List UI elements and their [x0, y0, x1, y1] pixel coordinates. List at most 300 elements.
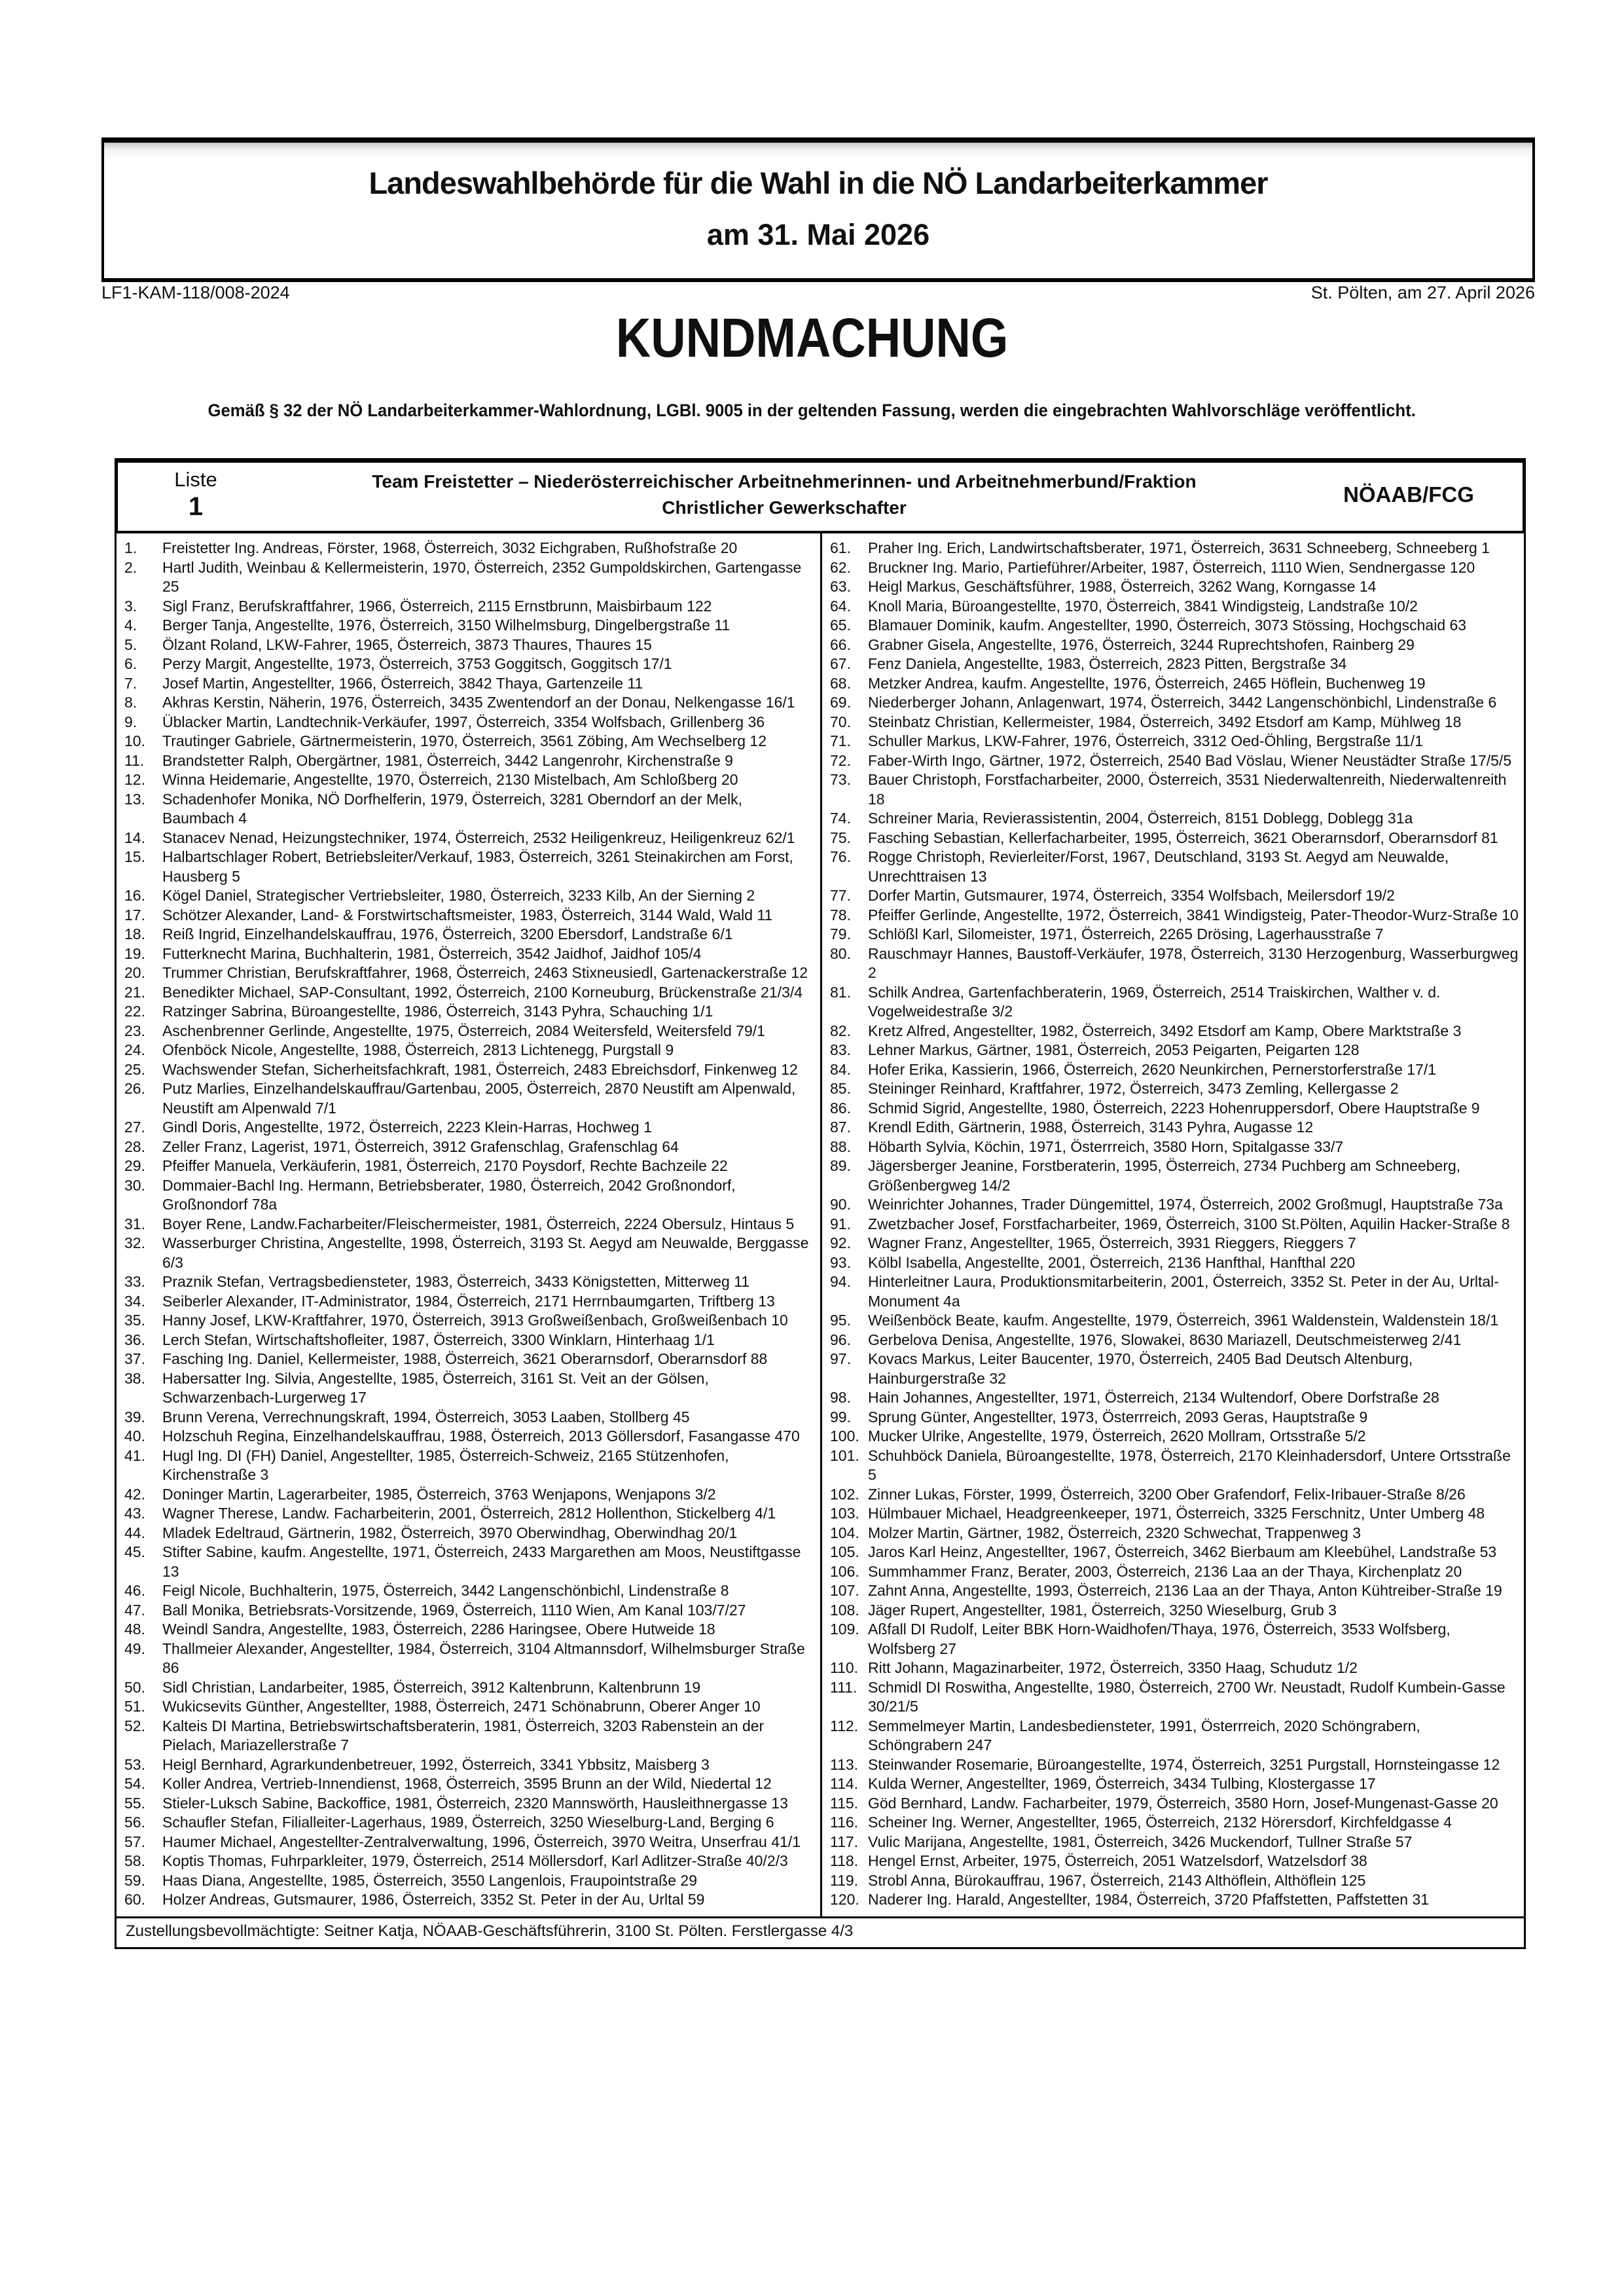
candidate-entry: [830, 1446, 1519, 1485]
candidate-number: 92.: [830, 1234, 851, 1251]
candidate-entry: [124, 1272, 815, 1292]
candidate-list-left: [124, 539, 815, 1910]
candidate-entry: [830, 906, 1519, 925]
candidate-text: Hülmbauer Michael, Headgreenkeeper, 1971, Österreich, 3325 Ferschnitz, Unter Umberg 48: [868, 1505, 1485, 1522]
candidate-number: 81.: [830, 983, 851, 1001]
candidate-text: Knoll Maria, Büroangestellte, 1970, Österreich, 3841 Windigsteig, Landstraße 10/2: [868, 597, 1418, 615]
candidate-entry: [124, 1002, 815, 1022]
candidate-text: Hartl Judith, Weinbau & Kellermeisterin, 1970, Österreich, 2352 Gumpoldskirchen, Gartengasse 25: [162, 558, 802, 595]
candidate-number: 6.: [124, 655, 137, 672]
candidate-number: 93.: [830, 1253, 851, 1271]
candidate-text: Praznik Stefan, Vertragsbediensteter, 1983, Österreich, 3433 Königstetten, Mitterweg 11: [162, 1273, 750, 1290]
candidate-text: Sigl Franz, Berufskraftfahrer, 1966, Österreich, 2115 Ernstbrunn, Maisbirbaum 122: [162, 597, 712, 615]
candidate-entry: [124, 1755, 815, 1775]
candidate-entry: [830, 1755, 1519, 1775]
candidate-entry: [830, 1659, 1519, 1678]
candidate-text: Weindl Sandra, Angestellte, 1983, Österreich, 2286 Haringsee, Obere Hutweide 18: [162, 1621, 715, 1638]
candidate-entry: [124, 1118, 815, 1138]
candidate-number: 29.: [124, 1157, 145, 1174]
candidate-text: Ball Monika, Betriebsrats-Vorsitzende, 1969, Österreich, 1110 Wien, Am Kanal 103/7/27: [162, 1601, 746, 1619]
candidate-entry: [830, 1272, 1519, 1311]
list-abbreviation: NÖAAB/FCG: [1343, 482, 1474, 507]
team-name: [258, 469, 1310, 521]
candidate-entry: [124, 1581, 815, 1601]
candidate-number: 102.: [830, 1485, 859, 1503]
candidate-entry: [830, 693, 1519, 713]
candidate-text: Jaros Karl Heinz, Angestellter, 1967, Österreich, 3462 Bierbaum am Kleebühel, Landstraße 53: [868, 1543, 1497, 1560]
candidate-entry: [830, 577, 1519, 597]
candidate-entry: [830, 1099, 1519, 1119]
candidate-number: 108.: [830, 1601, 859, 1619]
candidate-text: Kalteis DI Martina, Betriebswirtschaftsberaterin, 1981, Österreich, 3203 Rabenstein an der Pielach, Mariazellerstraße 7: [162, 1717, 765, 1753]
candidate-entry: [124, 1176, 815, 1215]
candidate-entry: [124, 1041, 815, 1060]
legal-paragraph: Gemäß § 32 der NÖ Landarbeiterkammer-Wahlordnung, LGBl. 9005 in der geltenden Fassung, werden die eingebrachten Wahlvorschläge veröffentlicht.: [208, 401, 1416, 420]
candidate-text: Gindl Doris, Angestellte, 1972, Österreich, 2223 Klein-Harras, Hochweg 1: [162, 1119, 652, 1136]
candidate-text: Summhammer Franz, Berater, 2003, Österreich, 2136 Laa an der Thaya, Kirchenplatz 20: [868, 1562, 1462, 1580]
candidate-number: 63.: [830, 578, 851, 595]
candidate-text: Lerch Stefan, Wirtschaftshofleiter, 1987, Österreich, 3300 Winklarn, Hinterhaag 1/1: [162, 1331, 715, 1348]
candidate-text: Haumer Michael, Angestellter-Zentralverwaltung, 1996, Österreich, 3970 Weitra, Unserfrau 41/1: [162, 1833, 801, 1850]
candidate-entry: [830, 1485, 1519, 1505]
candidate-entry: [830, 1601, 1519, 1621]
candidate-number: 51.: [124, 1698, 145, 1715]
candidate-text: Jägersberger Jeanine, Forstberaterin, 1995, Österreich, 2734 Puchberg am Schneeberg, Größenbergweg 14/2: [868, 1157, 1461, 1194]
candidate-number: 110.: [830, 1659, 859, 1676]
candidate-text: Zeller Franz, Lagerist, 1971, Österreich, 3912 Grafenschlag, Grafenschlag 64: [162, 1138, 679, 1155]
candidate-number: 34.: [124, 1292, 145, 1310]
candidate-entry: [830, 1813, 1519, 1833]
candidate-number: 119.: [830, 1871, 859, 1889]
candidate-number: 23.: [124, 1022, 145, 1039]
candidate-text: Kölbl Isabella, Angestellte, 2001, Österreich, 2136 Hanfthal, Hanfthal 220: [868, 1253, 1356, 1271]
candidate-number: 48.: [124, 1621, 145, 1638]
candidate-number: 36.: [124, 1331, 145, 1348]
candidate-entry: [124, 1408, 815, 1427]
candidate-text: Naderer Ing. Harald, Angestellter, 1984, Österreich, 3720 Pfaffstetten, Paffstetten 31: [868, 1891, 1430, 1908]
candidate-number: 44.: [124, 1524, 145, 1541]
candidate-text: Scheiner Ing. Werner, Angestellter, 1965, Österreich, 2132 Hörersdorf, Kirchfeldgasse 4: [868, 1814, 1452, 1831]
candidate-text: Hinterleitner Laura, Produktionsmitarbeiterin, 2001, Österreich, 3352 St. Peter in der Au, Urltal-Monument 4a: [868, 1273, 1499, 1310]
candidate-text: Strobl Anna, Bürokauffrau, 1967, Österreich, 2143 Althöflein, Althöflein 125: [868, 1871, 1366, 1889]
candidate-text: Schadenhofer Monika, NÖ Dorfhelferin, 1979, Österreich, 3281 Oberndorf an der Melk, Baumbach 4: [162, 790, 742, 827]
candidate-number: 91.: [830, 1215, 851, 1232]
candidate-text: Kretz Alfred, Angestellter, 1982, Österreich, 3492 Etsdorf am Kamp, Obere Marktstraße 3: [868, 1022, 1462, 1039]
candidate-number: 96.: [830, 1331, 851, 1348]
candidate-entry: [830, 809, 1519, 829]
candidate-number: 31.: [124, 1215, 145, 1232]
list-header: [115, 458, 1526, 535]
candidate-number: 53.: [124, 1755, 145, 1773]
candidate-entry: [830, 1871, 1519, 1891]
candidate-number: 65.: [830, 617, 851, 634]
candidate-number: 11.: [124, 751, 145, 769]
candidate-entry: [124, 1524, 815, 1543]
candidate-text: Rogge Christoph, Revierleiter/Forst, 1967, Deutschland, 3193 St. Aegyd am Neuwalde, Unrechttraisen 13: [868, 848, 1449, 885]
candidate-text: Heigl Markus, Geschäftsführer, 1988, Österreich, 3262 Wang, Korngasse 14: [868, 578, 1377, 595]
candidate-number: 14.: [124, 829, 145, 846]
candidate-entry: [830, 925, 1519, 944]
candidate-number: 46.: [124, 1582, 145, 1599]
candidate-text: Fasching Sebastian, Kellerfacharbeiter, 1995, Österreich, 3621 Oberarnsdorf, Oberarnsdorf 81: [868, 829, 1498, 846]
candidate-entry: [830, 1234, 1519, 1253]
candidate-text: Winna Heidemarie, Angestellte, 1970, Österreich, 2130 Mistelbach, Am Schloßberg 20: [162, 771, 738, 788]
candidate-text: Aschenbrenner Gerlinde, Angestellte, 1975, Österreich, 2084 Weitersfeld, Weitersfeld 79/1: [162, 1022, 765, 1039]
candidate-number: 13.: [124, 790, 145, 808]
candidate-entry: [830, 713, 1519, 732]
candidate-entry: [124, 1234, 815, 1272]
candidate-text: Semmelmeyer Martin, Landesbediensteter, 1991, Österrreich, 2020 Schöngrabern, Schöngrabern 247: [868, 1717, 1420, 1753]
candidate-entry: [830, 1331, 1519, 1350]
candidate-text: Schaufler Stefan, Filialleiter-Lagerhaus, 1989, Österreich, 3250 Wieselburg-Land, Berging 6: [162, 1814, 774, 1831]
candidate-number: 5.: [124, 636, 137, 653]
candidate-number: 68.: [830, 674, 851, 692]
candidate-number: 79.: [830, 925, 851, 942]
candidate-text: Vulic Marijana, Angestellte, 1981, Österreich, 3426 Muckendorf, Tullner Straße 57: [868, 1833, 1413, 1850]
candidate-text: Gerbelova Denisa, Angestellte, 1976, Slowakei, 8630 Mariazell, Deutschmeisterweg 2/41: [868, 1331, 1462, 1348]
candidate-text: Krendl Edith, Gärtnerin, 1988, Österreich, 3143 Pyhra, Augasse 12: [868, 1119, 1314, 1136]
candidate-entry: [830, 1350, 1519, 1388]
candidate-entry: [830, 1620, 1519, 1659]
candidate-number: 57.: [124, 1833, 145, 1850]
candidate-text: Holzschuh Regina, Einzelhandelskauffrau, 1988, Österreich, 2013 Göllersdorf, Fasangasse 470: [162, 1427, 800, 1444]
candidate-entry: [830, 886, 1519, 906]
candidate-number: 8.: [124, 694, 137, 711]
liste-cell: [134, 468, 258, 522]
candidate-number: 21.: [124, 983, 145, 1001]
candidate-entry: [124, 1350, 815, 1369]
candidate-entry: [124, 539, 815, 558]
candidate-entry: [124, 1446, 815, 1485]
candidate-text: Pfeiffer Manuela, Verkäuferin, 1981, Österreich, 2170 Poysdorf, Rechte Bachzeile 22: [162, 1157, 728, 1174]
candidate-text: Fasching Ing. Daniel, Kellermeister, 1988, Österreich, 3621 Oberarnsdorf, Oberarnsdorf 88: [162, 1350, 768, 1367]
candidate-number: 89.: [830, 1157, 851, 1174]
candidate-text: Trummer Christian, Berufskraftfahrer, 1968, Österreich, 2463 Stixneusiedl, Gartenackerstraße 12: [162, 964, 808, 981]
candidate-text: Wachswender Stefan, Sicherheitsfachkraft, 1981, Österreich, 2483 Ebreichsdorf, Finkenweg 12: [162, 1060, 798, 1078]
candidate-entry: [124, 732, 815, 751]
candidate-entry: [830, 1253, 1519, 1273]
candidate-number: 99.: [830, 1408, 851, 1426]
candidate-entry: [124, 597, 815, 617]
candidate-number: 80.: [830, 944, 851, 962]
candidate-entry: [830, 1079, 1519, 1099]
candidate-entry: [830, 1157, 1519, 1195]
candidate-number: 17.: [124, 906, 145, 924]
candidate-number: 54.: [124, 1775, 145, 1792]
candidate-entry: [830, 597, 1519, 617]
candidate-text: Weißenböck Beate, kaufm. Angestellte, 1979, Österreich, 3961 Waldenstein, Waldenstein 18/1: [868, 1312, 1499, 1329]
candidate-text: Kovacs Markus, Leiter Baucenter, 1970, Österreich, 2405 Bad Deutsch Altenburg, Hainburgerstraße 32: [868, 1350, 1413, 1387]
candidate-entry: [830, 1890, 1519, 1910]
candidate-number: 2.: [124, 558, 137, 576]
candidate-text: Schmid Sigrid, Angestellte, 1980, Österreich, 2223 Hohenruppersdorf, Obere Hauptstraße 9: [868, 1099, 1480, 1117]
candidate-number: 45.: [124, 1543, 145, 1560]
candidate-entry: [124, 751, 815, 771]
candidate-text: Koller Andrea, Vertrieb-Innendienst, 1968, Österreich, 3595 Brunn an der Wild, Niedertal 12: [162, 1775, 772, 1792]
candidate-text: Stanacev Nenad, Heizungstechniker, 1974, Österreich, 2532 Heiligenkreuz, Heiligenkreuz 62/1: [162, 829, 795, 846]
candidate-number: 20.: [124, 964, 145, 981]
candidate-entry: [124, 1369, 815, 1408]
candidate-text: Brandstetter Ralph, Obergärtner, 1981, Österreich, 3442 Langenrohr, Kirchenstraße 9: [162, 751, 733, 769]
candidate-text: Pfeiffer Gerlinde, Angestellte, 1972, Österreich, 3841 Windigsteig, Pater-Theodor-Wurz-Straße 10: [868, 906, 1519, 924]
candidate-entry: [830, 1852, 1519, 1871]
candidate-entry: [124, 1640, 815, 1678]
candidate-number: 97.: [830, 1350, 851, 1367]
candidate-number: 38.: [124, 1369, 145, 1387]
candidate-text: Reiß Ingrid, Einzelhandelskauffrau, 1976, Österreich, 3200 Ebersdorf, Landstraße 6/1: [162, 925, 733, 942]
team-name-line1: Team Freistetter – Niederösterreichischer Arbeitnehmerinnen- und Arbeitnehmerbund/Fraktion: [372, 471, 1197, 492]
candidate-number: 1.: [124, 539, 137, 556]
candidate-entry: [124, 886, 815, 906]
candidate-text: Wagner Therese, Landw. Facharbeiterin, 2001, Österreich, 2812 Hollenthon, Stickelberg 4/1: [162, 1505, 776, 1522]
candidate-number: 112.: [830, 1717, 859, 1734]
candidate-text: Niederberger Johann, Anlagenwart, 1974, Österreich, 3442 Langenschönbichl, Lindenstraße 6: [868, 694, 1497, 711]
candidate-number: 107.: [830, 1582, 859, 1599]
candidate-entry: [124, 1871, 815, 1891]
candidate-number: 78.: [830, 906, 851, 924]
candidate-text: Blamauer Dominik, kaufm. Angestellter, 1990, Österreich, 3073 Stössing, Hochgschaid 63: [868, 617, 1467, 634]
document-title-date: am 31. Mai 2026: [706, 218, 930, 251]
candidate-number: 61.: [830, 539, 851, 556]
candidate-entry: [830, 655, 1519, 674]
candidate-entry: [830, 848, 1519, 886]
candidate-entry: [830, 1215, 1519, 1234]
liste-number: 1: [188, 492, 204, 521]
candidate-entry: [124, 1833, 815, 1852]
candidate-number: 101.: [830, 1446, 859, 1464]
candidate-text: Praher Ing. Erich, Landwirtschaftsberater, 1971, Österreich, 3631 Schneeberg, Schneeberg 1: [868, 539, 1490, 556]
candidate-entry: [124, 983, 815, 1003]
candidate-text: Boyer Rene, Landw.Facharbeiter/Fleischermeister, 1981, Österreich, 2224 Obersulz, Hintaus 5: [162, 1215, 795, 1232]
candidate-number: 9.: [124, 713, 137, 730]
candidate-entry: [124, 616, 815, 636]
candidate-text: Habersatter Ing. Silvia, Angestellte, 1985, Österreich, 3161 St. Veit an der Gölsen, Schwarzenbach-Lurgerweg 17: [162, 1369, 709, 1406]
candidates-columns: [117, 533, 1524, 1916]
candidate-text: Mucker Ulrike, Angestellte, 1979, Österreich, 2620 Mollram, Ortsstraße 5/2: [868, 1427, 1366, 1444]
candidate-number: 83.: [830, 1041, 851, 1058]
candidate-number: 116.: [830, 1814, 859, 1831]
candidate-text: Sprung Günter, Angestellter, 1973, Österrreich, 2093 Geras, Hauptstraße 9: [868, 1408, 1368, 1426]
candidate-text: Steininger Reinhard, Kraftfahrer, 1972, Österreich, 3473 Zemling, Kellergasse 2: [868, 1080, 1399, 1097]
candidate-number: 86.: [830, 1099, 851, 1117]
reference-number: LF1-KAM-118/008-2024: [101, 283, 290, 302]
candidate-number: 77.: [830, 887, 851, 904]
candidate-text: Ritt Johann, Magazinarbeiter, 1972, Österreich, 3350 Haag, Schudutz 1/2: [868, 1659, 1358, 1676]
candidate-entry: [124, 1774, 815, 1794]
candidate-number: 85.: [830, 1080, 851, 1097]
candidate-entry: [124, 655, 815, 674]
candidate-entry: [830, 1311, 1519, 1331]
candidate-number: 52.: [124, 1717, 145, 1734]
candidate-text: Aßfall DI Rudolf, Leiter BBK Horn-Waidhofen/Thaya, 1976, Österreich, 3533 Wolfsberg, Wolfsberg 27: [868, 1621, 1451, 1657]
candidate-number: 58.: [124, 1852, 145, 1869]
reference-row: [101, 283, 1535, 303]
candidate-text: Wukicsevits Günther, Angestellter, 1988, Österreich, 2471 Schönabrunn, Oberer Anger 10: [162, 1698, 761, 1715]
candidate-entry: [124, 1427, 815, 1446]
candidate-text: Faber-Wirth Ingo, Gärtner, 1972, Österreich, 2540 Bad Vöslau, Wiener Neustädter Straße 17/5/5: [868, 751, 1512, 769]
candidate-text: Steinwander Rosemarie, Büroangestellte, 1974, Österreich, 3251 Purgstall, Hornsteingasse 12: [868, 1755, 1500, 1773]
candidate-number: 106.: [830, 1562, 859, 1580]
candidate-text: Stifter Sabine, kaufm. Angestellte, 1971, Österreich, 2433 Margarethen am Moos, Neustiftgasse 13: [162, 1543, 801, 1580]
candidate-text: Kulda Werner, Angestellter, 1969, Österreich, 3434 Tulbing, Klostergasse 17: [868, 1775, 1376, 1792]
candidate-text: Mladek Edeltraud, Gärtnerin, 1982, Österreich, 3970 Oberwindhag, Oberwindhag 20/1: [162, 1524, 738, 1541]
candidate-entry: [830, 1524, 1519, 1543]
candidate-text: Holzer Andreas, Gutsmaurer, 1986, Österreich, 3352 St. Peter in der Au, Urltal 59: [162, 1891, 705, 1908]
candidate-entry: [124, 1079, 815, 1118]
candidate-number: 100.: [830, 1427, 859, 1444]
candidate-entry: [830, 1195, 1519, 1215]
candidate-number: 18.: [124, 925, 145, 942]
candidate-entry: [124, 1157, 815, 1176]
candidate-entry: [124, 1215, 815, 1234]
candidate-number: 82.: [830, 1022, 851, 1039]
candidate-entry: [124, 1060, 815, 1080]
candidates-column-right: [820, 533, 1524, 1916]
candidate-entry: [124, 636, 815, 655]
candidate-number: 75.: [830, 829, 851, 846]
candidate-entry: [830, 751, 1519, 771]
candidate-number: 120.: [830, 1891, 859, 1908]
candidate-entry: [830, 1833, 1519, 1852]
proclamation-heading: KUNDMACHUNG: [615, 307, 1009, 368]
candidate-entry: [830, 616, 1519, 636]
candidate-number: 87.: [830, 1119, 851, 1136]
candidate-number: 118.: [830, 1852, 859, 1869]
candidate-text: Dommaier-Bachl Ing. Hermann, Betriebsberater, 1980, Österreich, 2042 Großnondorf, Großnondorf 78a: [162, 1176, 736, 1213]
candidate-entry: [830, 732, 1519, 751]
candidate-entry: [830, 636, 1519, 655]
candidate-entry: [124, 1543, 815, 1581]
candidate-number: 66.: [830, 636, 851, 653]
candidate-number: 12.: [124, 771, 145, 788]
candidate-number: 3.: [124, 597, 137, 615]
candidate-entry: [830, 1022, 1519, 1041]
candidate-entry: [124, 693, 815, 713]
candidate-text: Wagner Franz, Angestellter, 1965, Österreich, 3931 Rieggers, Rieggers 7: [868, 1234, 1356, 1251]
candidate-entry: [124, 1813, 815, 1833]
candidate-entry: [830, 1427, 1519, 1446]
candidate-text: Schlößl Karl, Silomeister, 1971, Österreich, 2265 Drösing, Lagerhausstraße 7: [868, 925, 1384, 942]
candidate-text: Hugl Ing. DI (FH) Daniel, Angestellter, 1985, Österreich-Schweiz, 2165 Stützenhofen, Kirchenstraße 3: [162, 1446, 729, 1483]
candidate-entry: [124, 558, 815, 597]
candidate-entry: [124, 1485, 815, 1505]
candidate-number: 64.: [830, 597, 851, 615]
candidate-number: 59.: [124, 1871, 145, 1889]
candidate-text: Freistetter Ing. Andreas, Förster, 1968, Österreich, 3032 Eichgraben, Rußhofstraße 20: [162, 539, 738, 556]
candidate-number: 41.: [124, 1446, 145, 1464]
candidate-entry: [830, 1678, 1519, 1717]
candidate-number: 71.: [830, 732, 851, 749]
candidate-number: 76.: [830, 848, 851, 865]
candidate-number: 28.: [124, 1138, 145, 1155]
candidate-number: 88.: [830, 1138, 851, 1155]
candidate-text: Steinbatz Christian, Kellermeister, 1984, Österreich, 3492 Etsdorf am Kamp, Mühlweg 18: [868, 713, 1462, 730]
candidate-number: 26.: [124, 1080, 145, 1097]
candidate-text: Berger Tanja, Angestellte, 1976, Österreich, 3150 Wilhelmsburg, Dingelbergstraße 11: [162, 617, 731, 634]
candidate-number: 113.: [830, 1755, 859, 1773]
candidate-text: Zinner Lukas, Förster, 1999, Österreich, 3200 Ober Grafendorf, Felix-Iribauer-Straße 8/26: [868, 1485, 1466, 1503]
candidates-column-left: [117, 533, 820, 1916]
candidate-text: Heigl Bernhard, Agrarkundenbetreuer, 1992, Österreich, 3341 Ybbsitz, Maisberg 3: [162, 1755, 710, 1773]
candidate-number: 27.: [124, 1119, 145, 1136]
candidate-text: Benedikter Michael, SAP-Consultant, 1992, Österreich, 2100 Korneuburg, Brückenstraße 21/3/4: [162, 983, 803, 1001]
candidate-number: 10.: [124, 732, 145, 749]
candidate-number: 115.: [830, 1794, 859, 1812]
candidate-entry: [830, 1138, 1519, 1157]
candidate-entry: [830, 1504, 1519, 1524]
candidate-number: 30.: [124, 1176, 145, 1194]
candidate-entry: [830, 1408, 1519, 1427]
candidate-entry: [124, 770, 815, 790]
candidate-text: Jäger Rupert, Angestellter, 1981, Österreich, 3250 Wieselburg, Grub 3: [868, 1601, 1337, 1619]
candidate-text: Feigl Nicole, Buchhalterin, 1975, Österreich, 3442 Langenschönbichl, Lindenstraße 8: [162, 1582, 729, 1599]
candidate-entry: [830, 1388, 1519, 1408]
candidate-number: 56.: [124, 1814, 145, 1831]
candidate-entry: [830, 1717, 1519, 1755]
candidate-entry: [830, 558, 1519, 578]
candidate-number: 111.: [830, 1678, 857, 1696]
candidate-text: Futterknecht Marina, Buchhalterin, 1981, Österreich, 3542 Jaidhof, Jaidhof 105/4: [162, 944, 702, 962]
candidate-number: 25.: [124, 1060, 145, 1078]
candidate-entry: [124, 963, 815, 983]
candidate-entry: [124, 1022, 815, 1041]
candidate-number: 50.: [124, 1678, 145, 1696]
candidate-text: Koptis Thomas, Fuhrparkleiter, 1979, Österreich, 2514 Möllersdorf, Karl Adlitzer-Straße 40/2/3: [162, 1852, 788, 1869]
candidate-number: 40.: [124, 1427, 145, 1444]
candidate-number: 117.: [830, 1833, 859, 1850]
place-date: St. Pölten, am 27. April 2026: [1310, 283, 1535, 302]
candidate-text: Weinrichter Johannes, Trader Düngemittel, 1974, Österreich, 2002 Großmugl, Hauptstraße 73a: [868, 1196, 1503, 1213]
candidate-text: Dorfer Martin, Gutsmaurer, 1974, Österreich, 3354 Wolfsbach, Meilersdorf 19/2: [868, 887, 1395, 904]
footer-authorized-representative: Zustellungsbevollmächtigte: Seitner Katja, NÖAAB-Geschäftsführerin, 3100 St. Pölten. Ferstlergasse 4/3: [117, 1916, 1524, 1947]
candidate-entry: [124, 1678, 815, 1698]
document-title: Landeswahlbehörde für die Wahl in die NÖ Landarbeiterkammer: [369, 166, 1268, 200]
candidate-number: 43.: [124, 1505, 145, 1522]
candidate-number: 60.: [124, 1891, 145, 1908]
candidate-number: 35.: [124, 1312, 145, 1329]
candidate-entry: [124, 1794, 815, 1814]
candidate-entry: [830, 1774, 1519, 1794]
candidate-text: Schreiner Maria, Revierassistentin, 2004, Österreich, 8151 Doblegg, Doblegg 31a: [868, 810, 1413, 827]
candidate-number: 70.: [830, 713, 851, 730]
candidate-text: Schuller Markus, LKW-Fahrer, 1976, Österreich, 3312 Oed-Öhling, Bergstraße 11/1: [868, 732, 1423, 749]
candidate-entry: [124, 674, 815, 694]
candidate-list-right: [830, 539, 1519, 1910]
candidate-entry: [830, 983, 1519, 1022]
candidate-number: 62.: [830, 558, 851, 576]
candidate-number: 24.: [124, 1041, 145, 1058]
candidate-text: Bruckner Ing. Mario, Partieführer/Arbeiter, 1987, Österreich, 1110 Wien, Sendnergasse 120: [868, 558, 1475, 576]
candidate-text: Sidl Christian, Landarbeiter, 1985, Österreich, 3912 Kaltenbrunn, Kaltenbrunn 19: [162, 1678, 701, 1696]
candidate-text: Hanny Josef, LKW-Kraftfahrer, 1970, Österreich, 3913 Großweißenbach, Großweißenbach 10: [162, 1312, 788, 1329]
candidate-text: Schuhböck Daniela, Büroangestellte, 1978, Österreich, 2170 Kleinhadersdorf, Untere Ortsstraße 5: [868, 1446, 1511, 1483]
candidate-entry: [830, 539, 1519, 558]
candidate-number: 84.: [830, 1060, 851, 1078]
candidate-text: Haas Diana, Angestellte, 1985, Österreich, 3550 Langenlois, Fraupointstraße 29: [162, 1871, 697, 1889]
candidate-entry: [124, 790, 815, 829]
candidate-entry: [124, 1138, 815, 1157]
candidate-number: 42.: [124, 1485, 145, 1503]
candidate-entry: [830, 1794, 1519, 1814]
candidate-text: Doninger Martin, Lagerarbeiter, 1985, Österreich, 3763 Wenjapons, Wenjapons 3/2: [162, 1485, 716, 1503]
candidate-number: 103.: [830, 1505, 859, 1522]
candidate-entry: [124, 1331, 815, 1350]
candidate-number: 114.: [830, 1775, 859, 1792]
candidate-text: Akhras Kerstin, Näherin, 1976, Österreich, 3435 Zwentendorf an der Donau, Nelkengasse 16/1: [162, 694, 795, 711]
candidate-text: Hain Johannes, Angestellter, 1971, Österreich, 2134 Wultendorf, Obere Dorfstraße 28: [868, 1389, 1439, 1406]
candidate-number: 32.: [124, 1234, 145, 1251]
candidate-entry: [830, 674, 1519, 694]
